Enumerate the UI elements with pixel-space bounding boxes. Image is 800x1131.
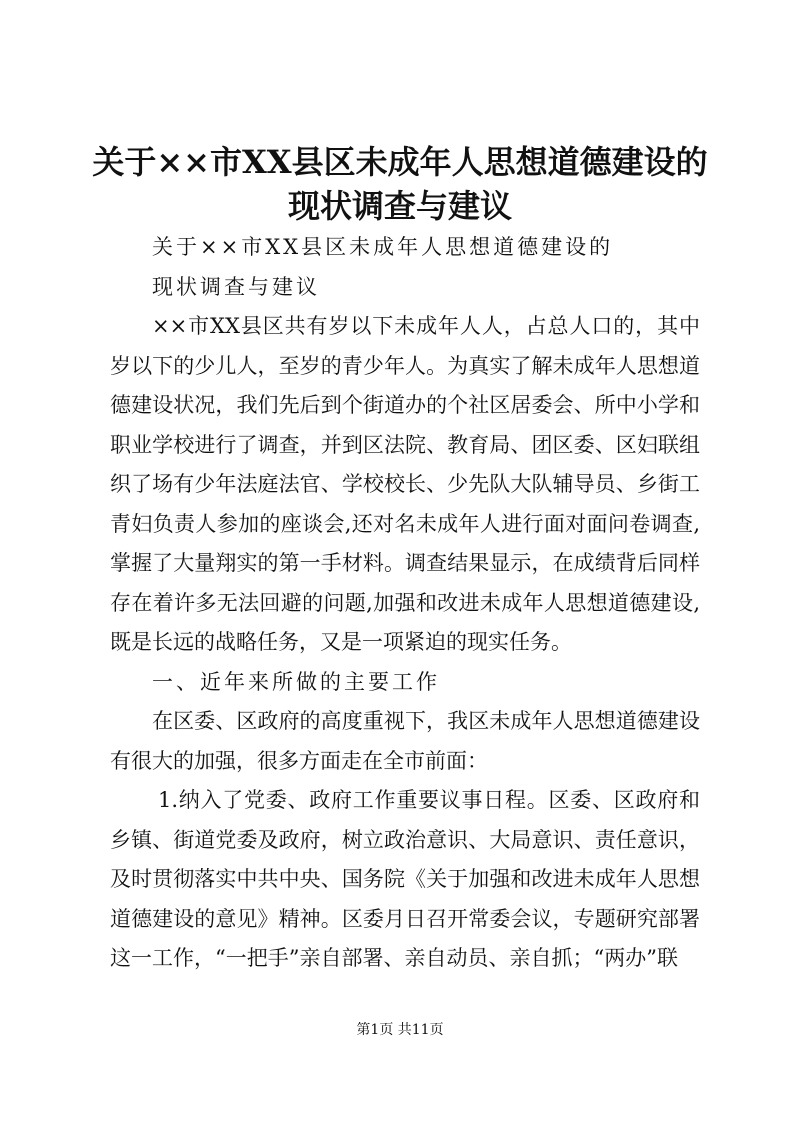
section-heading-1: 一、近年来所做的主要工作 [152, 669, 440, 694]
subtitle-line-2: 现状调查与建议 [152, 274, 320, 299]
document-title-line-2: 现状调查与建议 [287, 187, 512, 225]
page-footer: 第1页 共11页 [356, 1022, 444, 1038]
paragraph-intro: ××市XX县区共有岁以下未成年人人，占总人口的，其中岁以下的少儿人，至岁的青少年人。为真实了解未成年人思想道德建设状况，我们先后到个街道办的个社区居委会、所中小学和职业学校进行了调查，并到区法院、教育局、团区委、区妇联组织了场有少年法庭法官、学校校长、少先队大队辅导员、乡街工青妇负责人参加的座谈会,还对名未成年人进行面对面问卷调查,掌握了大量翔实的第一手材料。调查结果显示，在成绩背后同样存在着许多无法回避的问题,加强和改进未成年人思想道德建设,既是长远的战略任务，又是一项紧迫的现实任务。 [110, 314, 700, 654]
subtitle-line-1: 关于××市XX县区未成年人思想道德建设的 [152, 235, 614, 259]
document-body [110, 228, 700, 979]
document-title-line-1: 关于××市XX县区未成年人思想道德建设的 [92, 143, 708, 181]
paragraph-item-1: 1.纳入了党委、政府工作重要议事日程。区委、区政府和乡镇、街道党委及政府，树立政治意识、大局意识、责任意识，及时贯彻落实中共中央、国务院《关于加强和改进未成年人思想道德建设的意见》精神。区委月日召开常委会议，专题研究部署这一工作，“一把手”亲自部署、亲自动员、亲自抓；“两办”联 [110, 788, 700, 970]
paragraph-section-1-intro: 在区委、区政府的高度重视下，我区未成年人思想道德建设有很大的加强，很多方面走在全市前面： [110, 709, 700, 773]
